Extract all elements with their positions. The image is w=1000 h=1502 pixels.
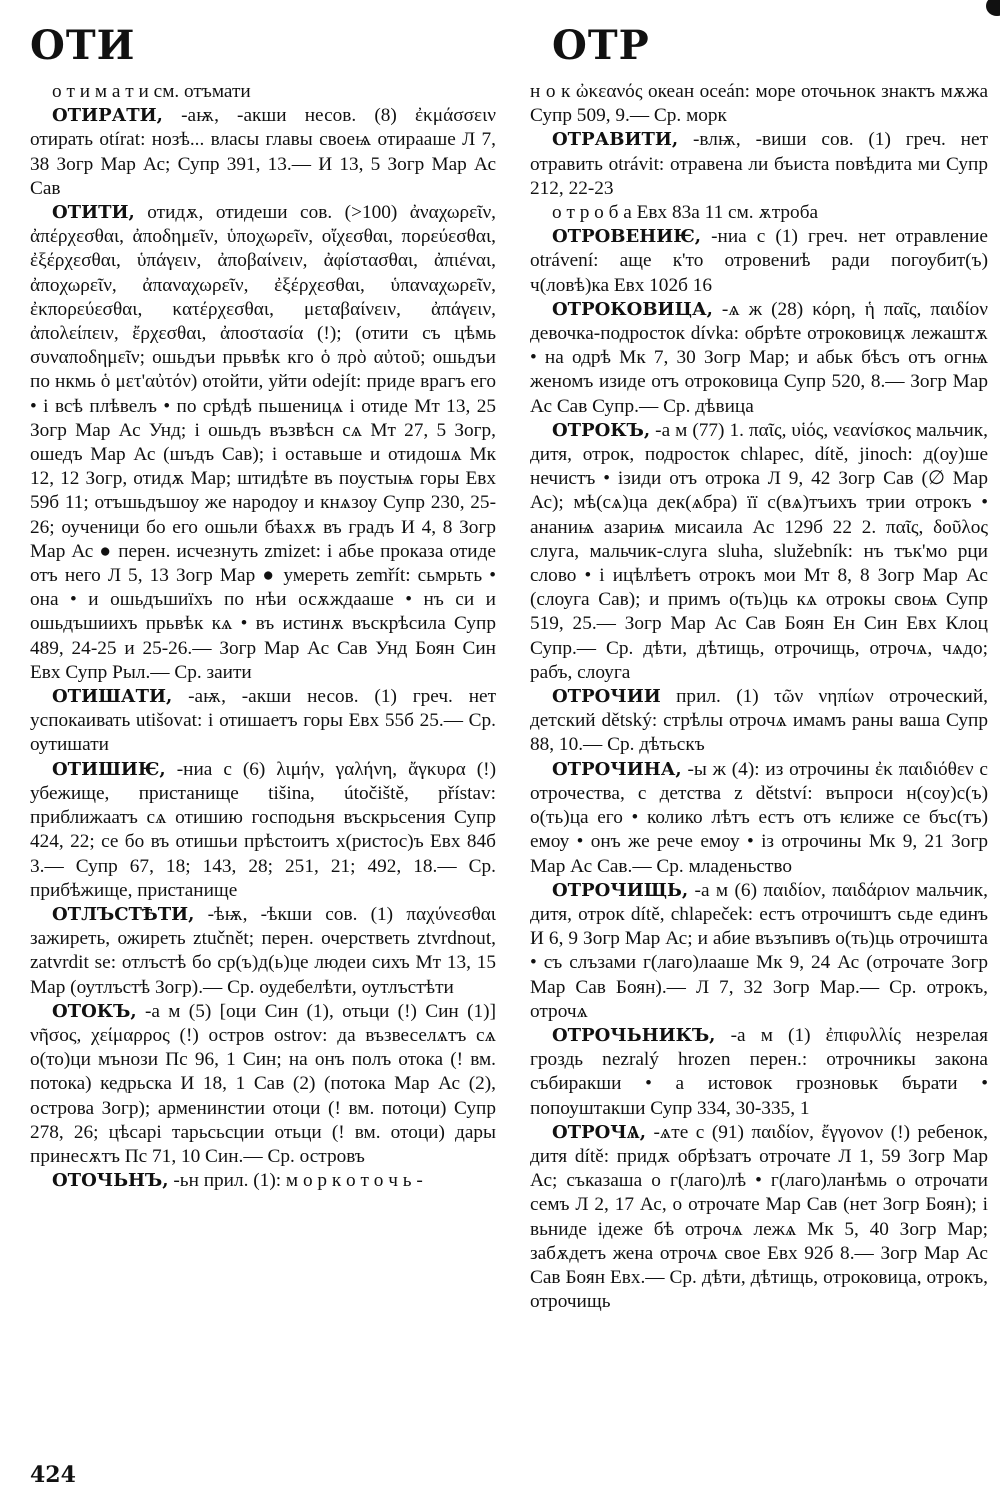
dictionary-entry xyxy=(530,201,988,225)
headword: ОТИШИѤ, xyxy=(52,758,166,780)
headword: ОТРОЧѦ, xyxy=(552,1121,646,1143)
headword: ОТИШАТИ, xyxy=(52,686,173,708)
dictionary-entry xyxy=(530,80,988,128)
headword: ОТОЧЬНЪ, xyxy=(52,1170,169,1192)
entry-text: о т р о б а Евх 83а 11 см. ѫтроба xyxy=(552,202,819,224)
entry-text: -ниа с (6) λιμήν, γαλήνη, ἄγκυρα (!) убежище, пристанище tišina, útočiště, přístav: приближаатъ сѧ отишию господьня въскрьсения Супр 424, 22; се бо въ отишьи прѣстоитъ х(ристос)ъ Евх 84б 3.— Супр 67, 18; 143, 28; 251, 21; 492, 18.— Ср. прибѣжище, пристанище xyxy=(30,758,496,901)
dictionary-entry xyxy=(530,1121,988,1315)
dictionary-entry xyxy=(30,80,496,104)
page-number: 424 xyxy=(30,1462,76,1488)
headword: ОТРОВЕНИѤ, xyxy=(552,226,702,248)
dictionary-entry xyxy=(30,1000,496,1169)
dictionary-entry xyxy=(530,685,988,758)
right-column xyxy=(530,80,988,1314)
headword: ОТРОЧИЩЬ, xyxy=(552,879,689,901)
dictionary-entry xyxy=(30,903,496,1000)
dictionary-entry xyxy=(530,225,988,298)
dictionary-entry xyxy=(30,201,496,685)
entry-text: о т и м а т и см. отъмати xyxy=(52,81,251,102)
entry-text: отидѫ, отидеши сов. (>100) ἀναχωρεῖν, ἀπέρχεσθαι, ἀποδημεῖν, ὑποχωρεῖν, οἴχεσθαι, πορεύεσθαι, ἐξέρχεσθαι, ὑπάγειν, ἀποβαίνειν, ἀφίστασθαι, ἀπιέναι, ἀποχωρεῖν, ἀπαναχωρεῖν, ἐξέρχεσθαι, ὑπαναχωρεῖν, ἐκπορεύεσθαι, κατέρχεσθαι, μεταβαίνειν, ἀπάγειν, ἀπολείπειν, ἔρχεσθαι, ἀποστασία (!); (отити съ цѣмь συναποδημεῖν; ошьдъи прьвѣк кго ὁ πρὸ αὐτοῦ; ошьдъи по нкмь ὁ μετ'αὐτόν) отойти, уйти odejít: приде врагъ его • і всѣ плѣвелъ • по срѣдѣ пьшеницѧ і отиде Мт 13, 25 Зогр Мар Ас Унд; і ошьдъ възвѣсн сѧ Мт 27, 5 Зогр, ошедъ Мар Ас (шъдъ Сав); і оставьше и отидошѧ Мк 12, 12 Зогр, отидѫ Мар; штидѣте въ поустыѩ горы Евх 59б 11; отъшьдъшоу же народоу и кнѧзоу Супр 230, 25-26; оученици бо его ошьли бѣахѫ въ градъ И 4, 8 Зогр Мар Ас ● перен. исчезнуть zmizet: і абье проказа отиде отъ него Л 5, 13 Зогр Мар ● умереть zemřít: сьмрьть • она • и ошьдъшиїхъ по нѣи осѫждааше • нъ си и ошьдъшиихъ прьвѣк кѧ • въ истинѫ въскрѣсила Супр 489, 24-25 и 25-26.— Зогр Мар Ас Сав Унд Боян Син Евх Супр Рыл.— Ср. заити xyxy=(30,202,496,683)
left-column xyxy=(30,80,496,1193)
dictionary-entry xyxy=(30,1169,496,1193)
dictionary-entry xyxy=(530,879,988,1024)
dictionary-entry xyxy=(530,1024,988,1121)
entry-text: -а м (5) [оци Син (1), отьци (!) Син (1)] νῆσος, χείμαρρος (!) остров ostrov: да възвеселѧтъ сѧ о(то)ци мънози Пс 96, 1 Син; на онъ полъ отока (! вм. потока) кедрьска И 18, 1 Сав (2) (потока Мар Ас (2), острова Зогр); арменинстии отоци (! вм. потоци) Супр 278, 26; цѣсарі тарьсьсции отьци (! вм. отоци) дары принесѫтъ Пс 71, 10 Син.— Ср. островъ xyxy=(30,1000,496,1167)
entry-text: -а м (1) ἐπιφυλλίς незрелая гроздь nezralý hrozen перен.: отрочникы закона събиракши • а истовок грозновьк бърати • попоуштакши Супр 334, 30-335, 1 xyxy=(530,1024,988,1119)
headword: ОТРОКОВИЦА, xyxy=(552,298,713,320)
entry-text: -а м (6) παιδίον, παιδάριον мальчик, дитя, отрок dítě, chlapeček: естъ отрочиштъ сьде единъ И 6, 9 Зогр Мар Ас; и абие възъпивъ о(ть)ць отрочишта • съ слъзами г(лаго)лааше Мк 9, 24 Ас (отрочате Зогр Мар Сав Боян).— Л 7, 32 Зогр Мар.— Ср. отрокъ, отрочѧ xyxy=(530,879,988,1022)
entry-text: -ѧ ж (28) κόρη, ἡ παῖς, παιδίον девочка-подросток dívka: обрѣте отроковицѫ лежаштѫ • на одрѣ Мк 7, 30 Зогр Мар; и абьк бѣсъ отъ огнѩ женомъ изиде отъ отроковица Супр 520, 8.— Зогр Мар Ас Сав Супр.— Ср. дѣвица xyxy=(530,298,988,417)
headword: ОТРОЧИНА, xyxy=(552,758,682,780)
entry-text: н о к ὠκεανός океан oceán: море оточьнок знактъ мѫжа Супр 509, 9.— Ср. морк xyxy=(530,81,988,127)
headword: ОТРАВИТИ, xyxy=(552,129,679,151)
dictionary-entry xyxy=(530,419,988,685)
headword: ОТРОЧЬНИКЪ, xyxy=(552,1024,716,1046)
dictionary-entry xyxy=(30,685,496,758)
dictionary-entry xyxy=(530,298,988,419)
headword: ОТИРАТИ, xyxy=(52,105,163,127)
running-head-left: ОТИ xyxy=(30,22,136,69)
dictionary-entry xyxy=(30,104,496,201)
dictionary-entry xyxy=(30,758,496,903)
entry-text: -ниа с (1) греч. нет отравление otrávení: аще к'то отровениѣ ради погоубит(ъ) ч(ловѣ)ка Евх 102б 16 xyxy=(530,226,988,296)
entry-text: прил. (1) τῶν νηπίων отроческий, детский dětský: стрѣлы отрочѧ имамъ раны ваша Супр 88, 10.— Ср. дѣтьскъ xyxy=(530,686,988,756)
ink-blot xyxy=(986,0,1000,16)
entry-text: -влѭ, -виши сов. (1) греч. нет отравить otrávit: отравена ли бъиста повѣдита ми Супр 212, 22-23 xyxy=(530,129,988,199)
entry-text: -аѭ, -акши несов. (8) ἐκμάσσειν отирать otírat: нозѣ... власы главы своеѩ отирааше Л 7, 38 Зогр Мар Ас; Супр 391, 13.— И 13, 5 Зогр Мар Ас Сав xyxy=(30,105,496,199)
headword: ОТРОЧИИ xyxy=(552,686,661,708)
headword: ОТРОКЪ, xyxy=(552,419,651,441)
entry-text: -ы ж (4): из отрочины ἐκ παιδιόθεν с отрочества, с детства z dětství: въпроси н(соу)с(ъ) о(ть)ца его • колико лѣтъ естъ отъ ѥлиже се бъс(тъ) емоу • онъ же рече емоу • із отрочины Мк 9, 21 Зогр Мар Ас Сав.— Ср. младеньство xyxy=(530,758,988,877)
entry-text: -ѧте с (91) παιδίον, ἔγγονον (!) ребенок, дитя dítě: придѫ обрѣзатъ отрочате Л 1, 59 Зогр Мар Ас; съказаша о г(лаго)лѣ • г(лаго)ланѣмь о отрочати семъ Л 2, 17 Ас, о отрочате Мар Сав (нет Зогр Боян); і вьниде ідеже бѣ отрочѧ лежѧ Мк 5, 40 Зогр Мар; забѫдетъ жена отрочѧ свое Евх 92б 8.— Зогр Мар Ас Сав Боян Евх.— Ср. дѣти, дѣтищь, отроковица, отрокъ, отрочищь xyxy=(530,1121,988,1313)
headword: ОТЛЪСТѢТИ, xyxy=(52,903,195,925)
entry-text: -а м (77) 1. παῖς, υἱός, νεανίσκος мальчик, дитя, отрок, подросток chlapec, dítě, jinoch: д(оу)ше нечистъ • ізиди отъ отрока Л 9, 42 Зогр Сав (∅ Мар Ас); мѣ(сѧ)ца дек(ѧбра) її с(вѧ)тъихъ трии отрокъ • ананиѩ азариѩ мисаила Ас 129б 22 2. παῖς, δοῦλος слуга, мальчик-слуга sluha, služebník: нъ тък'мо рци слово • і ицѣлѣетъ отрокъ мои Мт 8, 8 Зогр Мар Ас (слоуга Сав); и примъ о(ть)ць кѧ отрокы своѩ Супр 519, 25.— Зогр Мар Ас Сав Боян Ен Син Евх Клоц Супр.— Ср. дѣти, дѣтищь, отрочищь, отрочѧ, чѧдо; рабъ, слоуга xyxy=(530,419,988,683)
entry-text: -ѣѭ, -ѣкши сов. (1) παχύνεσθαι зажиреть, ожиреть ztučnět; перен. очерстветь ztvrdnout, zatvrdit se: отлъстѣ бо ср(ъ)д(ь)це людеи сихъ Мт 13, 15 Мар (оутлъстѣ Зогр).— Ср. оудебелѣти, оутлъстѣти xyxy=(30,903,496,998)
running-head-right: ОТР xyxy=(552,22,650,69)
entry-text: -аѭ, -акши несов. (1) греч. нет успокаивать utišovat: і отишаетъ горы Евх 55б 25.— Ср. оутишати xyxy=(30,686,496,756)
headword: ОТОКЪ, xyxy=(52,1000,137,1022)
dictionary-entry xyxy=(530,758,988,879)
dictionary-entry xyxy=(530,128,988,201)
headword: ОТИТИ, xyxy=(52,202,135,224)
entry-text: -ьн прил. (1): м о р к о т о ч ь - xyxy=(168,1170,423,1192)
